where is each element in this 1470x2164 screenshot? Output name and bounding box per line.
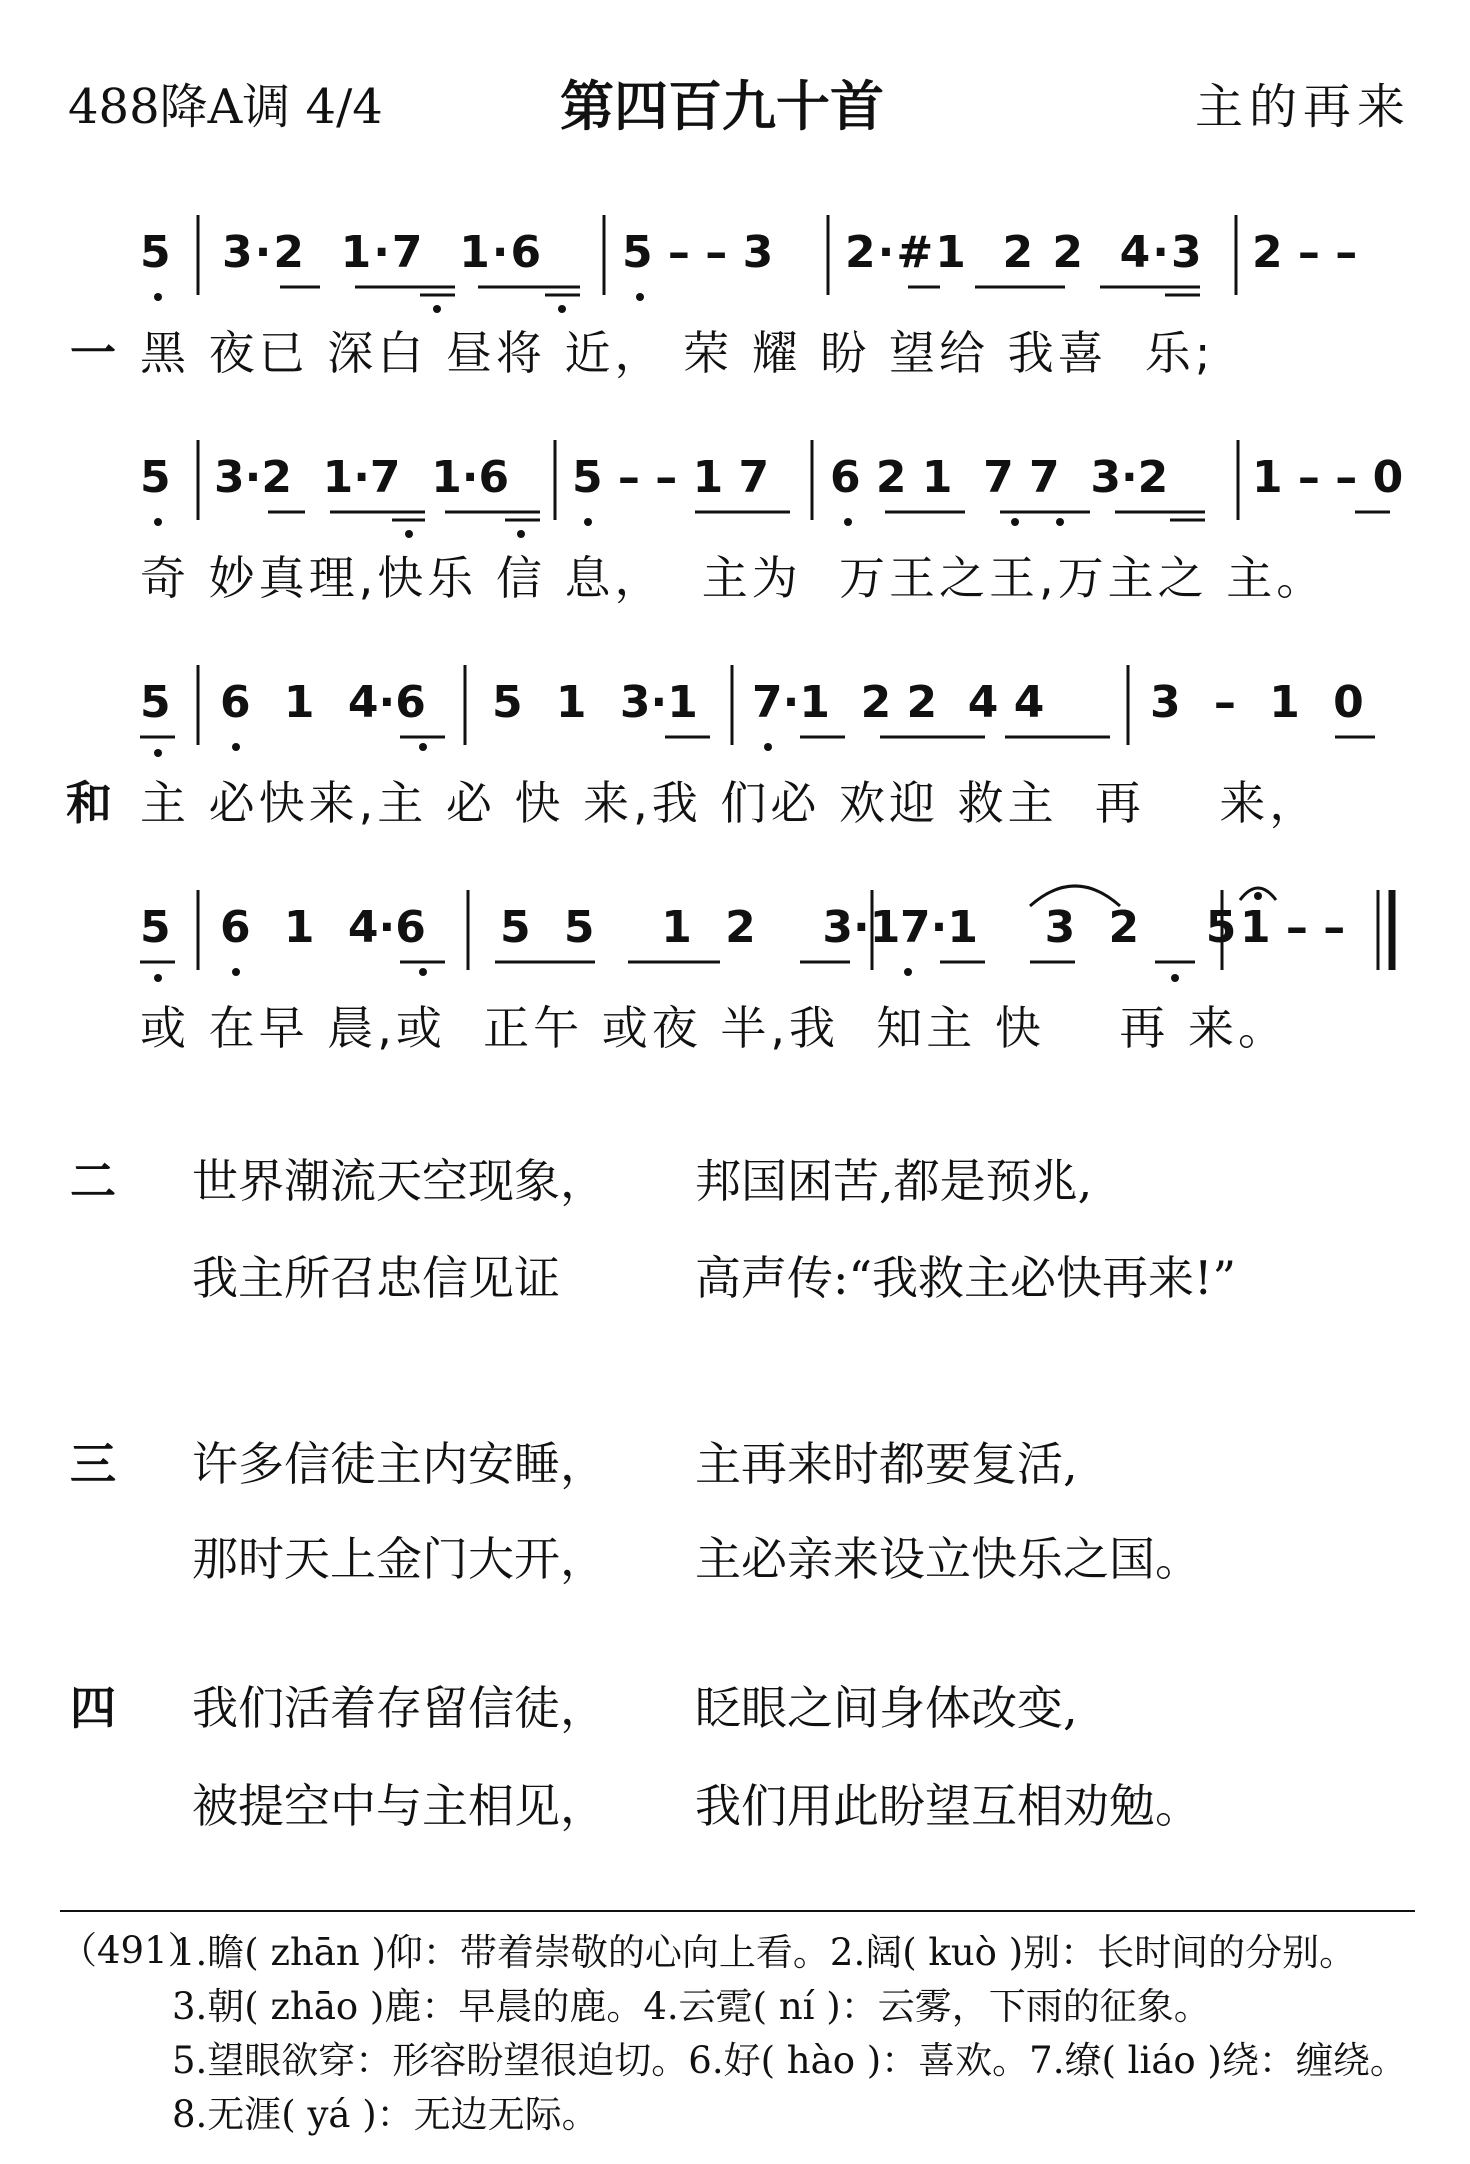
notation-text: 6 2 1 7 7 3·2 bbox=[830, 452, 1169, 503]
verse-line: 邦国困苦,都是预兆, bbox=[695, 1154, 1093, 1208]
notation-text: 6 1 4·6 bbox=[220, 677, 426, 728]
hymn-title: 第四百九十首 bbox=[560, 75, 884, 138]
footnote-line: 1.瞻( zhān )仰：带着崇敬的心向上看。2.阔( kuò )别：长时间的分别。 bbox=[172, 1931, 1357, 1974]
verse-line: 高声传:“我救主必快再来!” bbox=[695, 1251, 1237, 1305]
verse-number: 二 bbox=[70, 1154, 116, 1208]
final-barline bbox=[1404, 1010, 1405, 1011]
notation-text: 5 – – 1 7 bbox=[572, 452, 770, 503]
lyric-line: 黑 夜已 深白 昼将 近， 荣 耀 盼 望给 我喜 乐; bbox=[140, 326, 1215, 380]
notation-text: 7·1 3 2 5 bbox=[900, 902, 1237, 953]
notation-text: 2 – – bbox=[1252, 227, 1358, 278]
notation-text: 5 bbox=[140, 677, 171, 728]
footnote-line: 3.朝( zhāo )鹿：早晨的鹿。4.云霓( ní )：云雾，下雨的征象。 bbox=[172, 1985, 1211, 2028]
hymn-number-key: 488降A调 4/4 bbox=[68, 79, 383, 135]
notation-text: 5 – – 3 bbox=[622, 227, 774, 278]
footnote-divider bbox=[60, 1910, 1415, 1912]
verse-number: 三 bbox=[70, 1437, 116, 1491]
lyric-line: 主 必快来,主 必 快 来,我 们必 欢迎 救主 再 来， bbox=[140, 776, 1320, 830]
verse-line: 我们活着存留信徒， bbox=[192, 1681, 606, 1735]
footnote-line: 8.无涯( yá )：无边无际。 bbox=[172, 2093, 599, 2136]
notation-text: 3·2 1·7 1·6 bbox=[222, 227, 544, 278]
notation-text: 1 – – bbox=[1240, 902, 1346, 953]
lyric-line: 或 在早 晨,或 正午 或夜 半,我 知主 快 再 来。 bbox=[140, 1001, 1288, 1055]
verse-number: 一 bbox=[70, 326, 116, 380]
notation-text: 7·1 2 2 4 4 bbox=[752, 677, 1045, 728]
notation-text: 5 bbox=[140, 452, 171, 503]
verse-line: 我主所召忠信见证 bbox=[192, 1251, 560, 1305]
verse-line: 世界潮流天空现象， bbox=[192, 1154, 606, 1208]
score-line-1 bbox=[0, 185, 1470, 380]
verse-line: 眨眼之间身体改变, bbox=[695, 1681, 1078, 1735]
verse-line: 我们用此盼望互相劝勉。 bbox=[695, 1779, 1201, 1833]
verse-line: 被提空中与主相见， bbox=[192, 1779, 606, 1833]
notation-text: 6 1 4·6 bbox=[220, 902, 426, 953]
score-line-4 bbox=[0, 860, 1470, 1055]
notation-text: 3 – 1 0 bbox=[1150, 677, 1364, 728]
verse-line: 主再来时都要复活, bbox=[695, 1437, 1078, 1491]
verse-line: 许多信徒主内安睡， bbox=[192, 1437, 606, 1491]
notation-text: 5 bbox=[140, 227, 171, 278]
footnote-page-ref: （491） bbox=[60, 1929, 205, 1972]
notation-text: 3·2 1·7 1·6 bbox=[214, 452, 510, 503]
notation-text: 5 1 3·1 bbox=[492, 677, 698, 728]
notation-text: 5 5 1 2 3·1 bbox=[500, 902, 901, 953]
score-line-2 bbox=[0, 410, 1470, 605]
notation-text: 5 bbox=[140, 902, 171, 953]
hymn-subtitle: 主的再来 bbox=[1195, 79, 1412, 135]
score-line-3 bbox=[0, 635, 1470, 830]
notation-text: 1 – – 0 bbox=[1252, 452, 1404, 503]
verse-line: 主必亲来设立快乐之国。 bbox=[695, 1532, 1201, 1586]
lyric-line: 奇 妙真理,快乐 信 息， 主为 万王之王,万主之 主。 bbox=[140, 551, 1327, 605]
notation-text: 2·#1 2 2 4·3 bbox=[845, 227, 1204, 278]
verse-number: 四 bbox=[70, 1681, 116, 1735]
verse-line: 那时天上金门大开， bbox=[192, 1532, 606, 1586]
footnote-line: 5.望眼欲穿：形容盼望很迫切。6.好( hào )：喜欢。7.缭( liáo )绕：缠绕。 bbox=[172, 2039, 1407, 2082]
refrain-label: 和 bbox=[66, 776, 112, 830]
